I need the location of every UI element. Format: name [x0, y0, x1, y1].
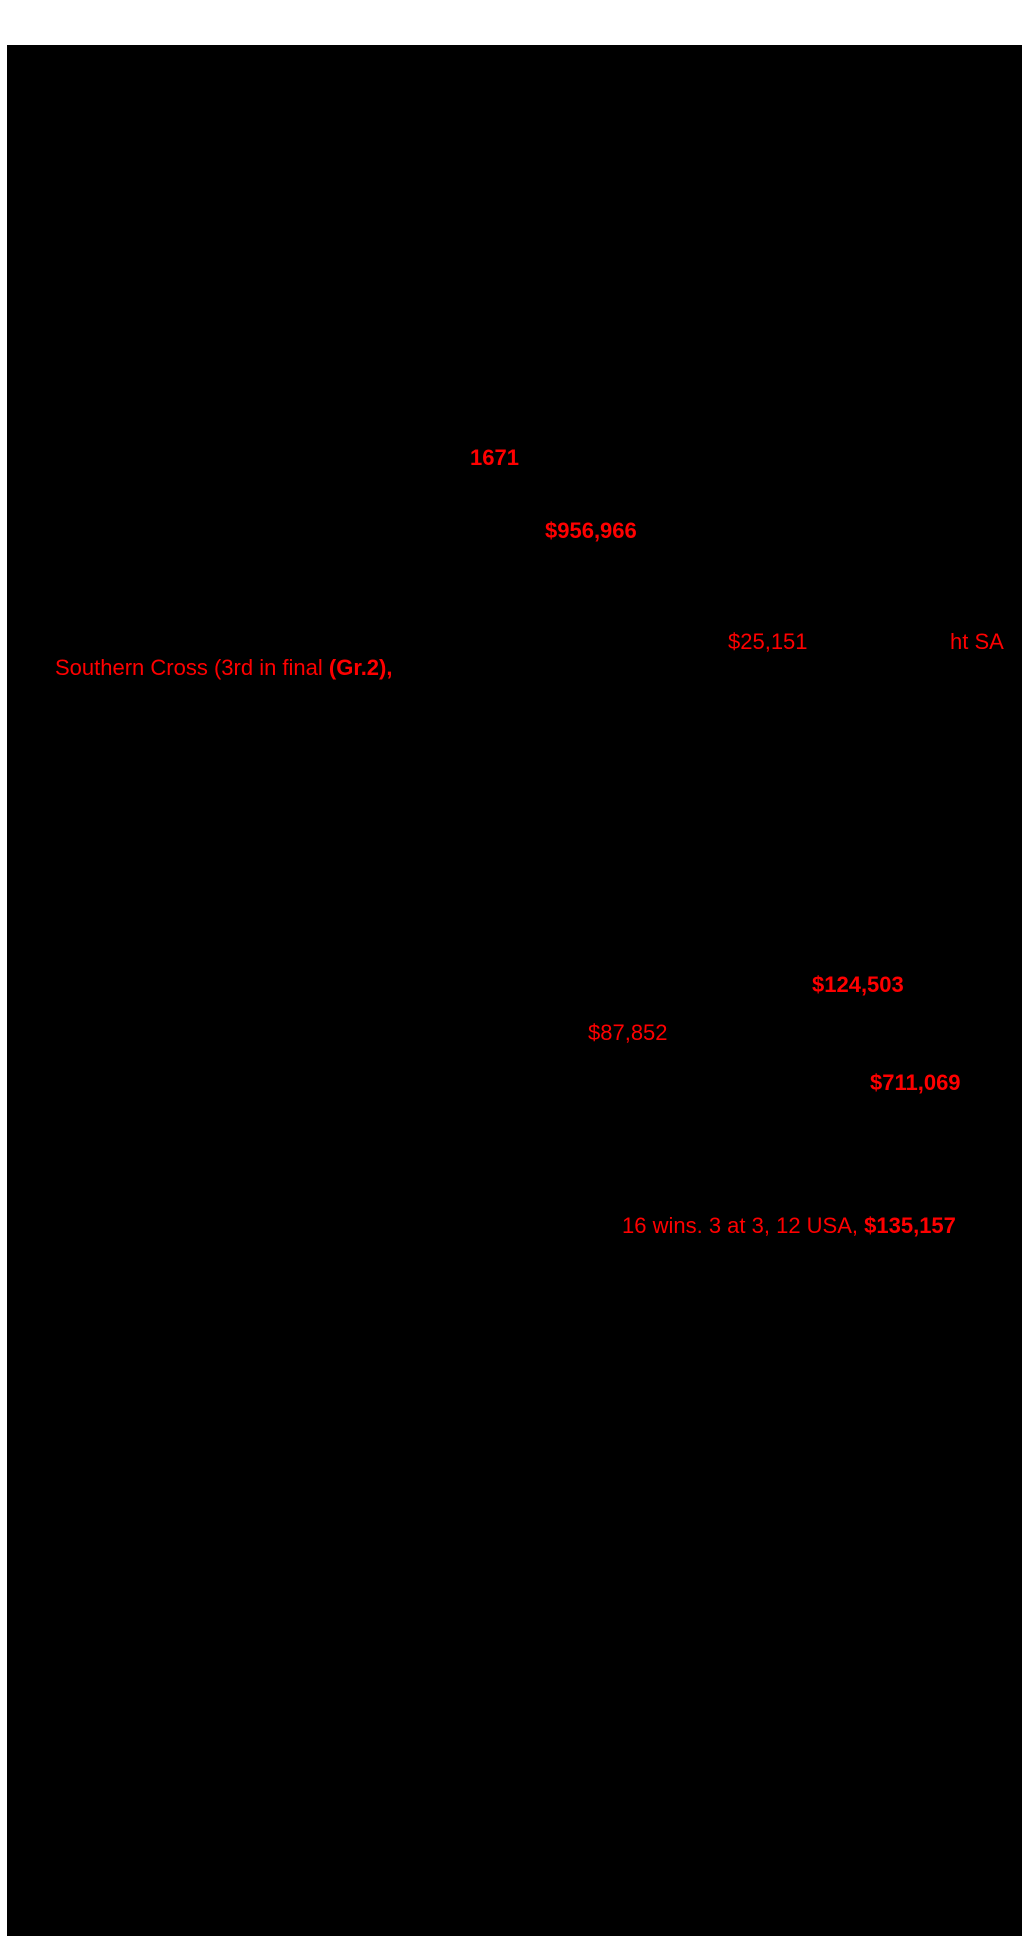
southern-cross-text: Southern Cross (3rd in final	[55, 655, 329, 680]
red-earnings-711069: $711,069	[870, 1070, 961, 1095]
red-earnings-956966: $956,966	[545, 518, 637, 543]
red-partial-text-ht-sa: ht SA	[950, 629, 1004, 654]
race-record-earnings-text: $135,157	[864, 1213, 956, 1238]
red-race-record-line	[622, 1215, 956, 1237]
red-earnings-25151: $25,151	[728, 629, 808, 654]
red-number-1671: 1671	[470, 445, 519, 470]
race-record-text: 16 wins. 3 at 3, 12 USA,	[622, 1213, 865, 1238]
red-earnings-124503: $124,503	[812, 972, 904, 997]
southern-cross-grade-text: (Gr.2),	[328, 655, 393, 680]
red-southern-cross-line	[55, 657, 392, 679]
red-earnings-87852: $87,852	[588, 1020, 668, 1045]
